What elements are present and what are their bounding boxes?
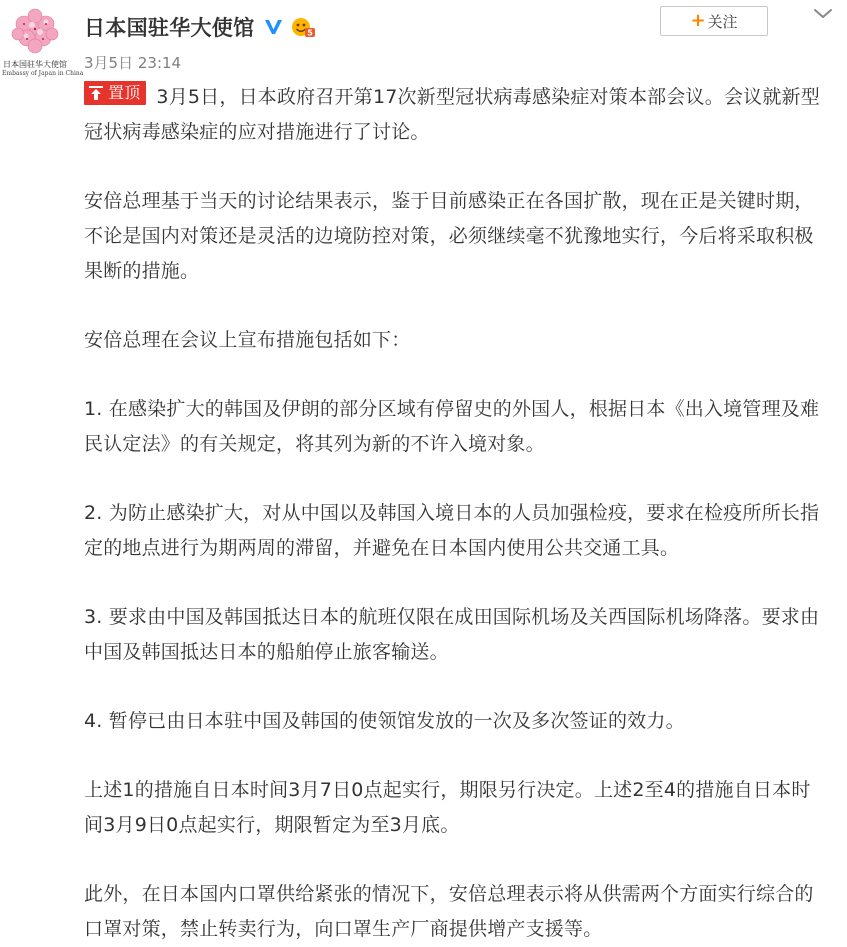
svg-text:5: 5 [307,28,314,38]
vip-badge-icon[interactable] [290,16,316,38]
pinned-badge [84,81,146,105]
paragraph [84,80,826,150]
avatar-caption-english: Embassy of Japan in China [2,70,84,77]
paragraph: 2. 为防止感染扩大，对从中国以及韩国入境日本的人员加强检疫，要求在检疫所所长指定的地点进行为期两周的滞留，并避免在日本国内使用公共交通工具。 [84,502,820,559]
pinned-label: 置顶 [108,83,141,102]
paragraph: 安倍总理在会议上宣布措施包括如下： [84,329,411,351]
post-header [84,12,316,42]
verified-icon[interactable] [262,16,284,38]
cherry-blossom-logo-icon [2,8,68,60]
paragraph: 安倍总理基于当天的讨论结果表示，鉴于目前感染正在各国扩散，现在正是关键时期，不论是国内对策还是灵活的边境防控对策，必须继续毫不犹豫地实行，今后将采取积极果断的措施。 [84,190,814,282]
post-timestamp[interactable]: 3月5日 23:14 [84,54,182,72]
plus-icon: + [690,10,706,31]
post-content [84,80,826,947]
paragraph: 3. 要求由中国及韩国抵达日本的航班仅限在成田国际机场及关西国际机场降落。要求由中国及韩国抵达日本的船舶停止旅客输送。 [84,606,820,663]
paragraph-text: 3月5日，日本政府召开第17次新型冠状病毒感染症对策本部会议。会议就新型冠状病毒感染症的应对措施进行了讨论。 [84,86,820,143]
chevron-down-icon[interactable] [812,6,834,22]
paragraph: 上述1的措施自日本时间3月7日0点起实行，期限另行决定。上述2至4的措施自日本时间3月9日0点起实行，期限暂定为至3月底。 [84,779,811,836]
follow-label: 关注 [707,12,738,31]
paragraph: 此外，在日本国内口罩供给紧张的情况下，安倍总理表示将从供需两个方面实行综合的口罩对策，禁止转卖行为，向口罩生产厂商提供增产支援等。 [84,883,814,940]
avatar-caption: 日本国驻华大使馆 [3,60,67,69]
account-name[interactable]: 日本国驻华大使馆 [84,16,255,40]
paragraph: 4. 暂停已由日本驻中国及韩国的使领馆发放的一次及多次签证的效力。 [84,710,685,732]
pin-icon [88,85,104,101]
avatar[interactable] [2,8,84,78]
paragraph: 1. 在感染扩大的韩国及伊朗的部分区域有停留史的外国人，根据日本《出入境管理及难民认定法》的有关规定，将其列为新的不许入境对象。 [84,398,820,455]
follow-button[interactable] [660,6,768,36]
